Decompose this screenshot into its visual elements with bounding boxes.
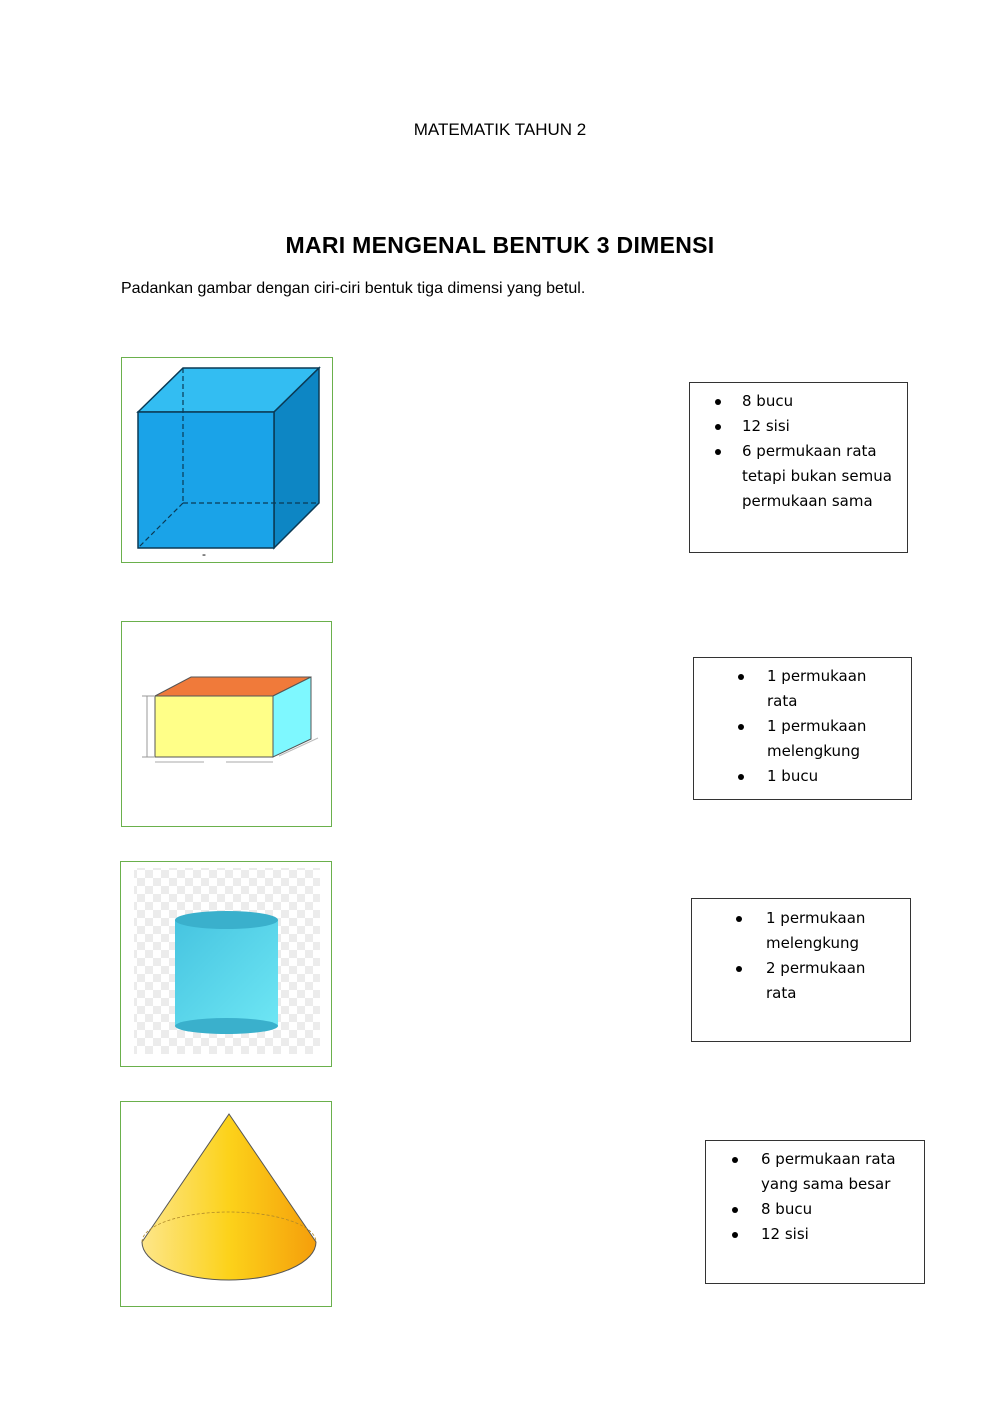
description-box-1[interactable] bbox=[689, 382, 908, 553]
description-item: 1 permukaan melengkung bbox=[694, 714, 891, 764]
shape-card-cone[interactable] bbox=[120, 1101, 332, 1307]
description-item: 8 bucu bbox=[690, 389, 907, 414]
cuboid-icon bbox=[122, 622, 333, 828]
description-item: 1 permukaan melengkung bbox=[692, 906, 890, 956]
shape-card-cylinder[interactable] bbox=[120, 861, 332, 1067]
description-item: 12 sisi bbox=[706, 1222, 910, 1247]
cube-mark: - bbox=[202, 547, 206, 561]
cone-icon bbox=[121, 1102, 333, 1308]
description-item: 8 bucu bbox=[706, 1197, 910, 1222]
cone-body bbox=[142, 1114, 316, 1280]
cuboid-front-face bbox=[155, 696, 273, 757]
instruction-text: Padankan gambar dengan ciri-ciri bentuk tiga dimensi yang betul. bbox=[121, 280, 586, 297]
description-item: 6 permukaan rata yang sama besar bbox=[706, 1147, 910, 1197]
shape-card-cube[interactable] bbox=[121, 357, 333, 563]
cylinder-icon bbox=[121, 862, 333, 1068]
page-title: MARI MENGENAL BENTUK 3 DIMENSI bbox=[285, 232, 715, 258]
header-text: MATEMATIK TAHUN 2 bbox=[413, 120, 587, 139]
cube-icon bbox=[122, 358, 334, 564]
description-item: 1 bucu bbox=[694, 764, 891, 789]
description-item: 1 permukaan rata bbox=[694, 664, 891, 714]
cylinder-bottom-end bbox=[175, 1018, 278, 1034]
description-box-2[interactable] bbox=[693, 657, 912, 800]
shape-card-cuboid[interactable] bbox=[121, 621, 332, 827]
cylinder-top-end bbox=[175, 911, 278, 929]
description-item: 6 permukaan rata tetapi bukan semua permukaan sama bbox=[690, 439, 907, 514]
description-item: 2 permukaan rata bbox=[692, 956, 890, 1006]
description-box-3[interactable] bbox=[691, 898, 911, 1042]
cylinder-body bbox=[175, 920, 278, 1026]
description-item: 12 sisi bbox=[690, 414, 907, 439]
description-box-4[interactable] bbox=[705, 1140, 925, 1284]
